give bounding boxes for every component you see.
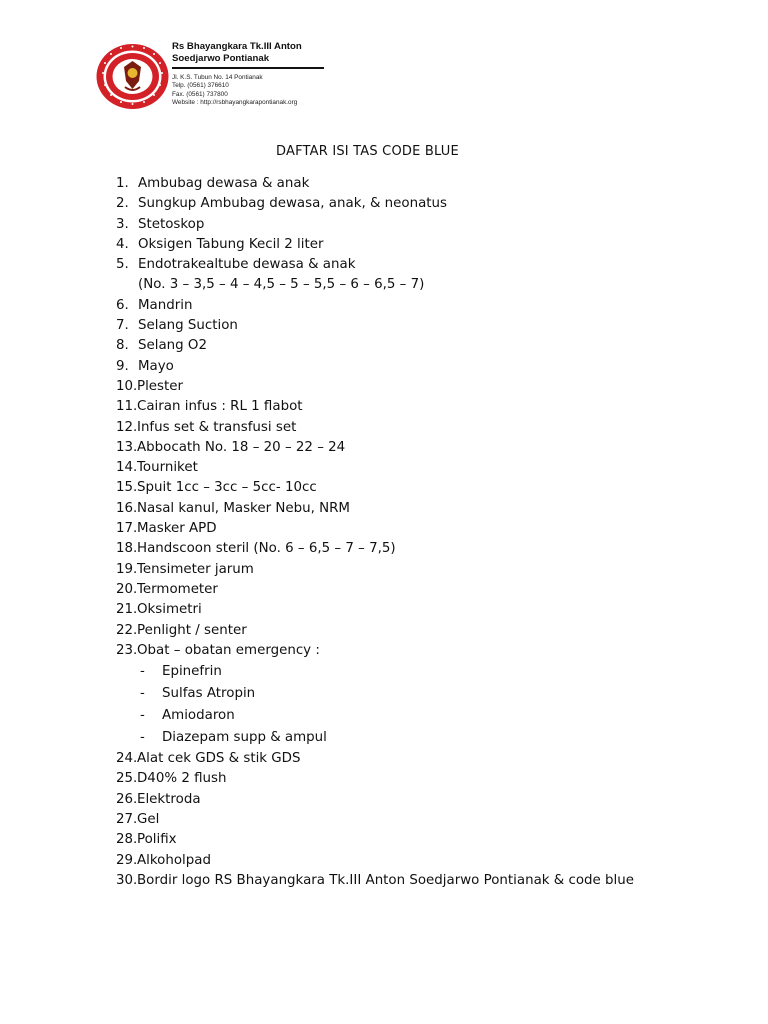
- list-item-text: Polifix: [137, 832, 177, 848]
- list-item-number: 24.: [116, 751, 138, 767]
- list-item-text: Bordir logo RS Bhayangkara Tk.III Anton Soedjarwo Pontianak & code blue: [137, 872, 634, 888]
- letterhead-divider: [172, 67, 324, 69]
- list-item-number: 3.: [116, 216, 129, 232]
- list-item-number: 23.: [116, 642, 138, 658]
- hospital-seal-icon: [95, 43, 170, 110]
- list-item-text: Obat – obatan emergency :: [137, 642, 320, 658]
- list-item: [0, 215, 768, 235]
- list-item-text: Termometer: [137, 581, 218, 597]
- list-item-number: 8.: [116, 338, 129, 354]
- list-item-number: 4.: [116, 236, 129, 252]
- list-item-number: 22.: [116, 622, 138, 638]
- list-item-number: 17.: [116, 521, 138, 537]
- list-item: [0, 769, 768, 789]
- list-item: [0, 600, 768, 620]
- list-item: [0, 499, 768, 519]
- document-title: DAFTAR ISI TAS CODE BLUE: [276, 144, 459, 159]
- list-subitem: [0, 727, 768, 749]
- list-item-text: Gel: [137, 812, 160, 828]
- list-item: [0, 357, 768, 377]
- list-item-text: Tensimeter jarum: [137, 561, 254, 577]
- list-subitem-bullet: -: [140, 664, 145, 680]
- list-item: [0, 174, 768, 194]
- list-item-text: Alat cek GDS & stik GDS: [137, 751, 301, 767]
- list-item: [0, 438, 768, 458]
- list-item: [0, 641, 768, 661]
- list-item-text: Elektroda: [137, 791, 201, 807]
- hospital-name-line-2: Soedjarwo Pontianak: [172, 52, 270, 64]
- list-item: [0, 397, 768, 417]
- list-item-text: Alkoholpad: [137, 852, 211, 868]
- list-item: [0, 810, 768, 830]
- list-subitem-bullet: -: [140, 730, 145, 746]
- list-item-text: Abbocath No. 18 – 20 – 22 – 24: [137, 439, 346, 455]
- list-item-number: 19.: [116, 561, 138, 577]
- list-item-number: 25.: [116, 771, 138, 787]
- list-item-text: Tourniket: [137, 460, 198, 476]
- list-item-text: Plester: [137, 378, 184, 394]
- list-item-text: Handscoon steril (No. 6 – 6,5 – 7 – 7,5): [137, 541, 396, 557]
- list-item: [0, 255, 768, 275]
- list-item-text: Endotrakealtube dewasa & anak: [138, 257, 356, 273]
- list-item-text: Mayo: [138, 358, 174, 374]
- list-item-text: Sungkup Ambubag dewasa, anak, & neonatus: [138, 196, 447, 212]
- list-item: [0, 560, 768, 580]
- hospital-contact: [172, 74, 372, 108]
- list-item-text: D40% 2 flush: [137, 771, 227, 787]
- list-item: [0, 194, 768, 214]
- hospital-logo: [95, 43, 170, 110]
- list-item: [0, 336, 768, 356]
- item-list: [0, 174, 768, 891]
- list-subitem: [0, 705, 768, 727]
- list-item-text: Ambubag dewasa & anak: [138, 176, 310, 191]
- list-item-number: 5.: [116, 257, 129, 273]
- list-item-text: Oksimetri: [137, 602, 202, 618]
- list-item-number: 16.: [116, 500, 138, 516]
- list-item-number: 30.: [116, 872, 138, 888]
- list-subitem: [0, 661, 768, 683]
- list-item-text: Spuit 1cc – 3cc – 5cc- 10cc: [137, 480, 317, 496]
- list-item: [0, 830, 768, 850]
- list-item: [0, 316, 768, 336]
- list-item: [0, 749, 768, 769]
- list-subitem-text: Sulfas Atropin: [162, 686, 256, 702]
- list-item-text: Oksigen Tabung Kecil 2 liter: [138, 236, 324, 252]
- list-subitem: [0, 683, 768, 705]
- list-item-text: Penlight / senter: [137, 622, 247, 638]
- list-item-text: Masker APD: [137, 521, 217, 537]
- list-subitem-bullet: -: [140, 686, 145, 702]
- list-item-text: Mandrin: [138, 297, 193, 313]
- list-item-text: Stetoskop: [138, 216, 205, 232]
- list-item: [0, 790, 768, 810]
- list-subitem-bullet: -: [140, 708, 145, 724]
- list-item: [0, 296, 768, 316]
- list-item-text: Nasal kanul, Masker Nebu, NRM: [137, 500, 350, 516]
- list-item-number: 28.: [116, 832, 138, 848]
- list-subitem-text: Diazepam supp & ampul: [162, 730, 327, 746]
- list-item: [0, 580, 768, 600]
- list-item-number: 2.: [116, 196, 129, 212]
- list-item: [0, 539, 768, 559]
- list-item-text: Selang Suction: [138, 318, 238, 334]
- list-item-number: 10.: [116, 378, 138, 394]
- list-item: [0, 621, 768, 641]
- list-item: [0, 851, 768, 871]
- list-item-number: 21.: [116, 602, 138, 618]
- list-item-number: 7.: [116, 318, 129, 334]
- list-item-number: 12.: [116, 419, 138, 435]
- list-item-number: 1.: [116, 176, 129, 191]
- list-item-text: Selang O2: [138, 338, 207, 354]
- list-item: [0, 458, 768, 478]
- list-item-number: 13.: [116, 439, 138, 455]
- list-item: [0, 377, 768, 397]
- list-item-number: 11.: [116, 399, 138, 415]
- hospital-phone: Telp. (0561) 376610: [172, 82, 229, 90]
- list-item: [0, 519, 768, 539]
- hospital-name: [172, 41, 332, 64]
- list-item-number: 9.: [116, 358, 129, 374]
- list-item-text: Infus set & transfusi set: [137, 419, 297, 435]
- list-item-number: 29.: [116, 852, 138, 868]
- list-subitem-text: Epinefrin: [162, 664, 222, 680]
- list-item-continuation-text: (No. 3 – 3,5 – 4 – 4,5 – 5 – 5,5 – 6 – 6,5 – 7): [138, 277, 425, 293]
- list-item-number: 27.: [116, 812, 138, 828]
- list-subitem-text: Amiodaron: [162, 708, 235, 724]
- list-item-continuation: [0, 275, 768, 295]
- hospital-address: Jl. K.S. Tubun No. 14 Pontianak: [172, 74, 263, 81]
- list-item: [0, 871, 768, 891]
- list-item-number: 20.: [116, 581, 138, 597]
- list-item-text: Cairan infus : RL 1 flabot: [137, 399, 303, 415]
- list-item-number: 14.: [116, 460, 138, 476]
- hospital-website: Website : http://rsbhayangkarapontianak.org: [172, 99, 298, 107]
- hospital-fax: Fax. (0561) 737800: [172, 90, 228, 98]
- list-item-number: 15.: [116, 480, 138, 496]
- hospital-name-line-1: Rs Bhayangkara Tk.III Anton: [172, 41, 302, 52]
- list-item-number: 26.: [116, 791, 138, 807]
- list-item-number: 6.: [116, 297, 129, 313]
- list-item: [0, 478, 768, 498]
- list-item: [0, 235, 768, 255]
- list-item-number: 18.: [116, 541, 138, 557]
- list-item: [0, 418, 768, 438]
